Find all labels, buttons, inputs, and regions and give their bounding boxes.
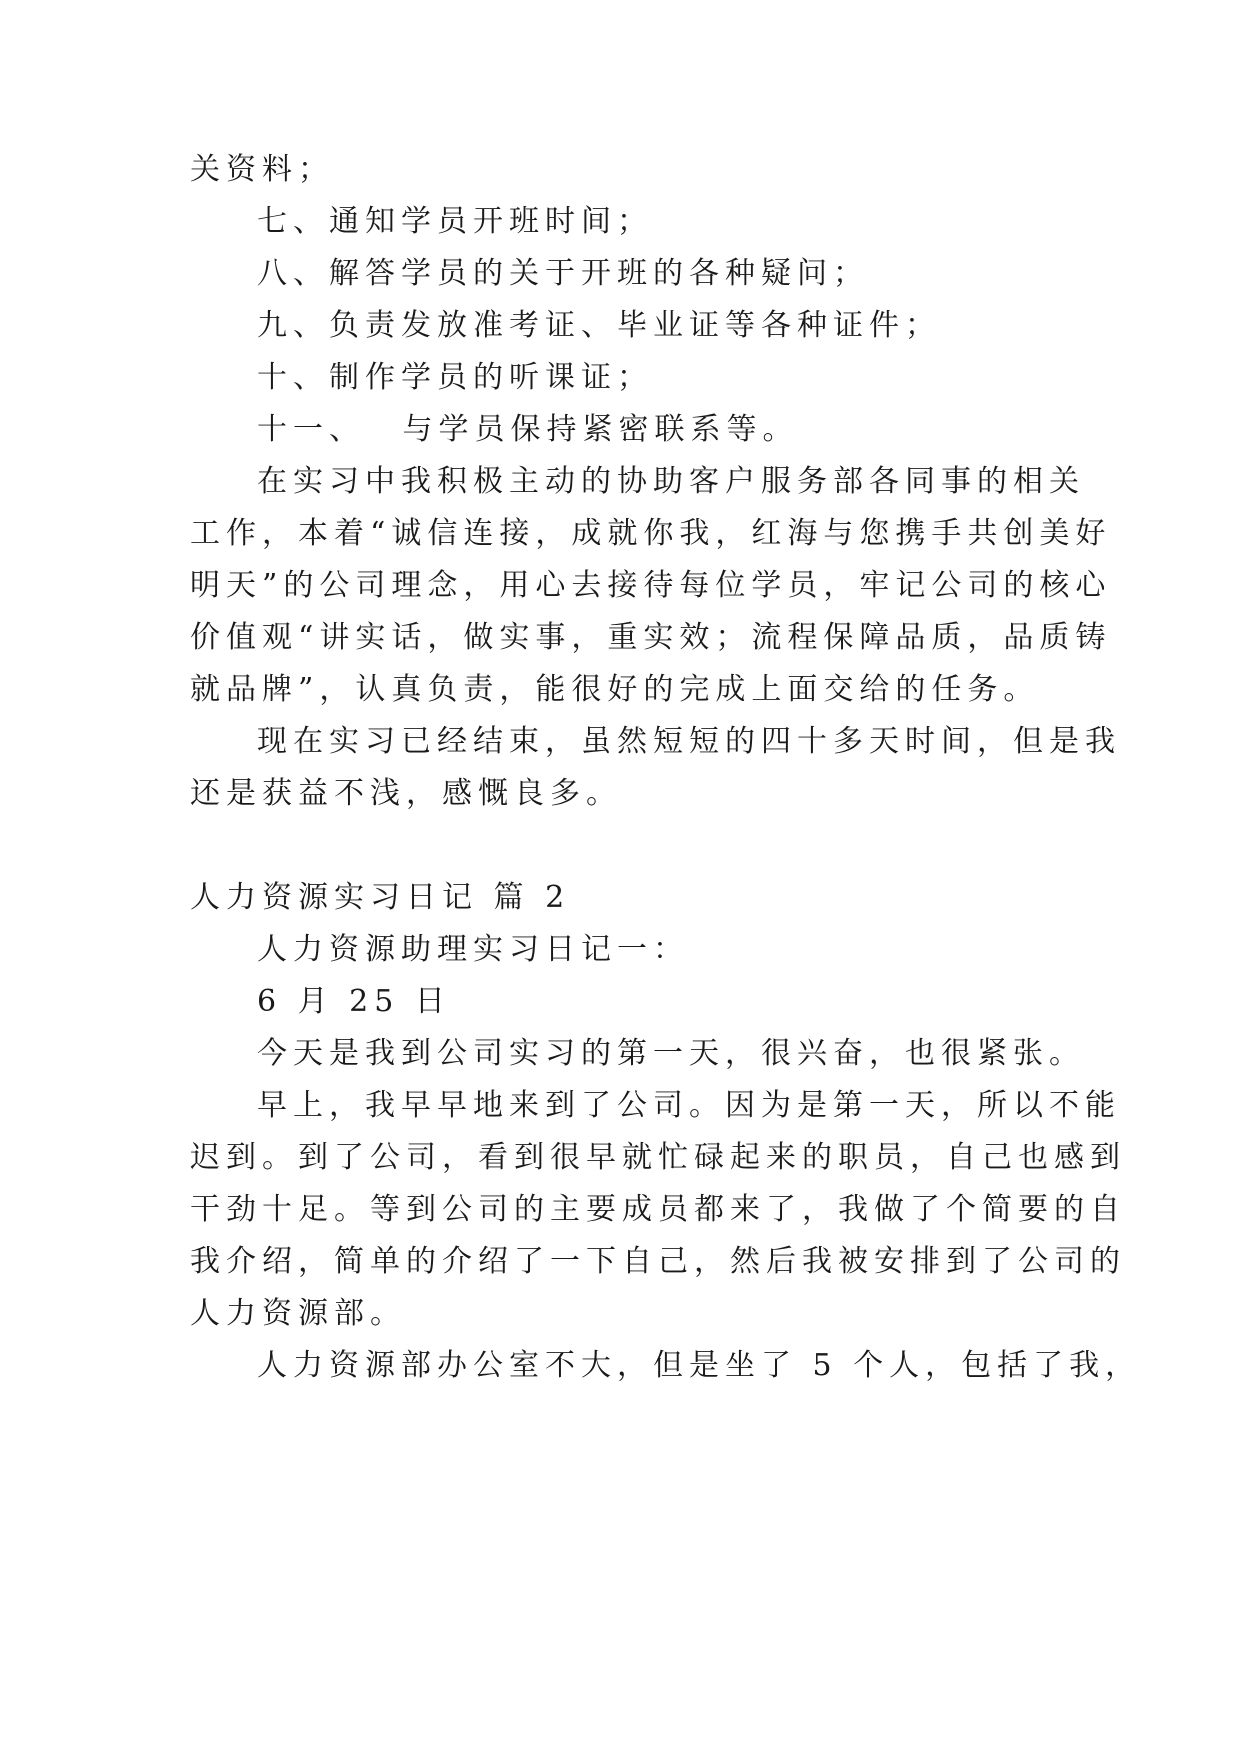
paragraph-line: 价值观“讲实话，做实事，重实效；流程保障品质，品质铸 [190,620,1112,655]
paragraph-line: 人力资源部。 [190,1296,406,1331]
list-item: 十一、 与学员保持紧密联系等。 [257,412,799,447]
paragraph-line: 我介绍，简单的介绍了一下自己，然后我被安排到了公司的 [190,1244,1126,1279]
paragraph-line: 在实习中我积极主动的协助客户服务部各同事的相关 [257,464,1085,499]
paragraph-line: 今天是我到公司实习的第一天，很兴奋，也很紧张。 [257,1036,1085,1071]
paragraph-line: 明天”的公司理念，用心去接待每位学员，牢记公司的核心 [190,568,1112,603]
paragraph-line: 早上，我早早地来到了公司。因为是第一天，所以不能 [257,1088,1121,1123]
text-line: 关资料； [190,152,334,187]
list-item: 九、负责发放准考证、毕业证等各种证件； [257,308,941,343]
paragraph-line: 现在实习已经结束，虽然短短的四十多天时间，但是我 [257,724,1121,759]
paragraph-line: 还是获益不浅，感慨良多。 [190,776,622,811]
section-heading: 人力资源实习日记 篇 2 [190,880,571,915]
paragraph-line: 就品牌”，认真负责，能很好的完成上面交给的任务。 [190,672,1040,707]
diary-title: 人力资源助理实习日记一： [257,932,689,967]
paragraph-line: 人力资源部办公室不大，但是坐了 5 个人，包括了我， [257,1348,1142,1383]
paragraph-line: 干劲十足。等到公司的主要成员都来了，我做了个简要的自 [190,1192,1126,1227]
list-item: 八、解答学员的关于开班的各种疑问； [257,256,869,291]
list-item: 十、制作学员的听课证； [257,360,653,395]
paragraph-line: 工作，本着“诚信连接，成就你我，红海与您携手共创美好 [190,516,1112,551]
diary-date: 6 月 25 日 [257,984,451,1019]
list-item: 七、通知学员开班时间； [257,204,653,239]
paragraph-line: 迟到。到了公司，看到很早就忙碌起来的职员，自己也感到 [190,1140,1126,1175]
